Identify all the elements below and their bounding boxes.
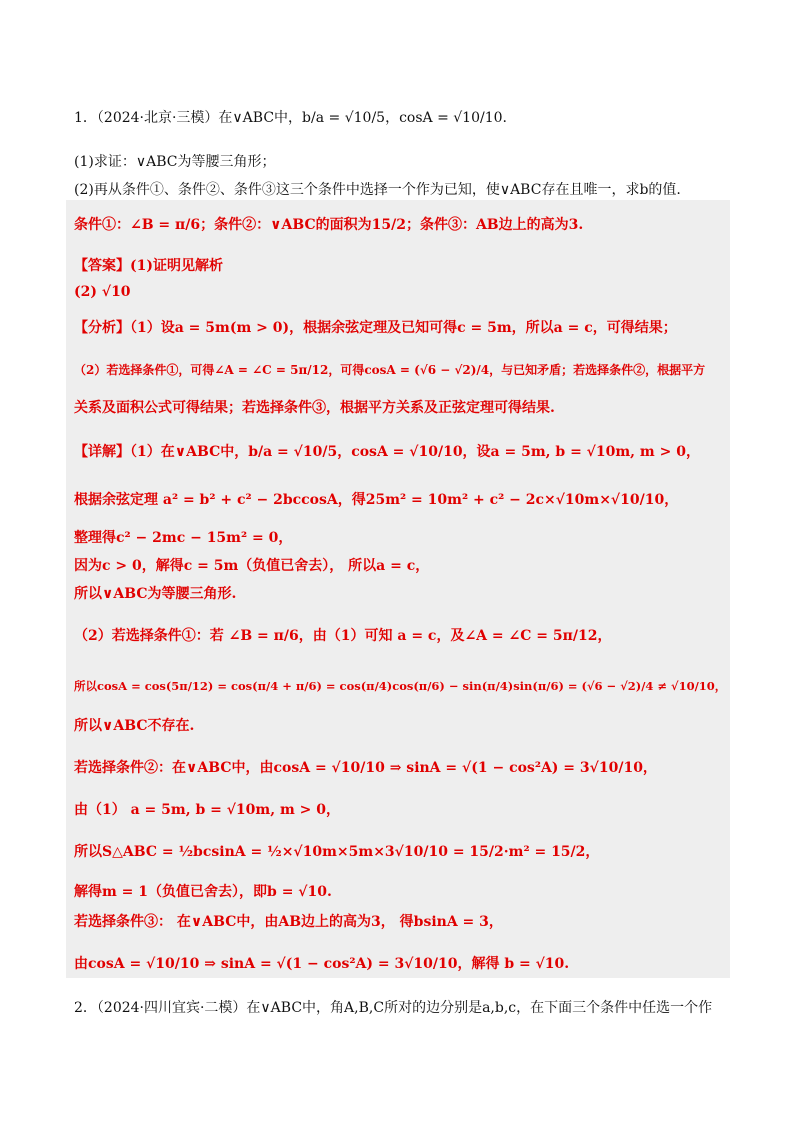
detail-6: （2）若选择条件①：若 ∠B = π/6，由（1）可知 a = c，及∠A = ∠C = 5π/12，: [74, 628, 612, 644]
q2-intro: 2．（2024·四川宜宾·二模）在∨ABC中，角A,B,C所对的边分别是a,b,c，在下面三个条件中任选一个作: [74, 1000, 713, 1016]
detail-4: 因为c > 0，解得c = 5m（负值已舍去）， 所以a = c，: [74, 558, 430, 574]
detail-14: 由cosA = √10/10 ⇒ sinA = √(1 − cos²A) = 3√10/10，解得 b = √10.: [74, 956, 570, 972]
q1-part1: (1)求证：∨ABC为等腰三角形；: [74, 154, 276, 170]
detail-11: 所以S△ABC = ½bcsinA = ½×√10m×5m×3√10/10 = 15/2·m² = 15/2，: [74, 844, 600, 860]
detail-8: 所以∨ABC不存在.: [74, 718, 195, 734]
detail-1: 【详解】（1）在∨ABC中，b/a = √10/5，cosA = √10/10，设a = 5m, b = √10m, m > 0，: [74, 444, 700, 460]
detail-3: 整理得c² − 2mc − 15m² = 0，: [74, 530, 293, 546]
detail-10: 由（1） a = 5m, b = √10m, m > 0，: [74, 802, 341, 818]
analysis-2a: （2）若选择条件①，可得∠A = ∠C = 5π/12，可得cosA = (√6 − √2)/4，与已知矛盾；若选择条件②，根据平方: [74, 363, 706, 377]
detail-13: 若选择条件③： 在∨ABC中，由AB边上的高为3， 得bsinA = 3，: [74, 914, 503, 930]
detail-12: 解得m = 1（负值已舍去），即b = √10.: [74, 884, 332, 900]
answer-2: (2) √10: [74, 284, 131, 300]
q1-part2: (2)再从条件①、条件②、条件③这三个条件中选择一个作为已知，使∨ABC存在且唯一，求b的值.: [74, 182, 681, 198]
analysis-1: 【分析】（1）设a = 5m(m > 0)，根据余弦定理及已知可得c = 5m，所以a = c，可得结果；: [74, 320, 677, 336]
answer-label: 【答案】(1)证明见解析: [74, 258, 223, 274]
detail-7: 所以cosA = cos(5π/12) = cos(π/4 + π/6) = cos(π/4)cos(π/6) − sin(π/4)sin(π/6) = (√6 − √2)/4 ≠ √10/10，: [74, 679, 727, 693]
detail-9: 若选择条件②：在∨ABC中，由cosA = √10/10 ⇒ sinA = √(1 − cos²A) = 3√10/10，: [74, 760, 657, 776]
detail-2: 根据余弦定理 a² = b² + c² − 2bccosA，得25m² = 10m² + c² − 2c×√10m×√10/10，: [74, 492, 679, 508]
detail-5: 所以∨ABC为等腰三角形.: [74, 586, 237, 602]
q1-intro: 1．（2024·北京·三模）在∨ABC中，b/a = √10/5，cosA = √10/10.: [74, 110, 507, 126]
analysis-2b: 关系及面积公式可得结果；若选择条件③，根据平方关系及正弦定理可得结果.: [74, 400, 555, 416]
conditions-line: 条件①：∠B = π/6；条件②：∨ABC的面积为15/2；条件③：AB边上的高为3.: [74, 217, 584, 233]
